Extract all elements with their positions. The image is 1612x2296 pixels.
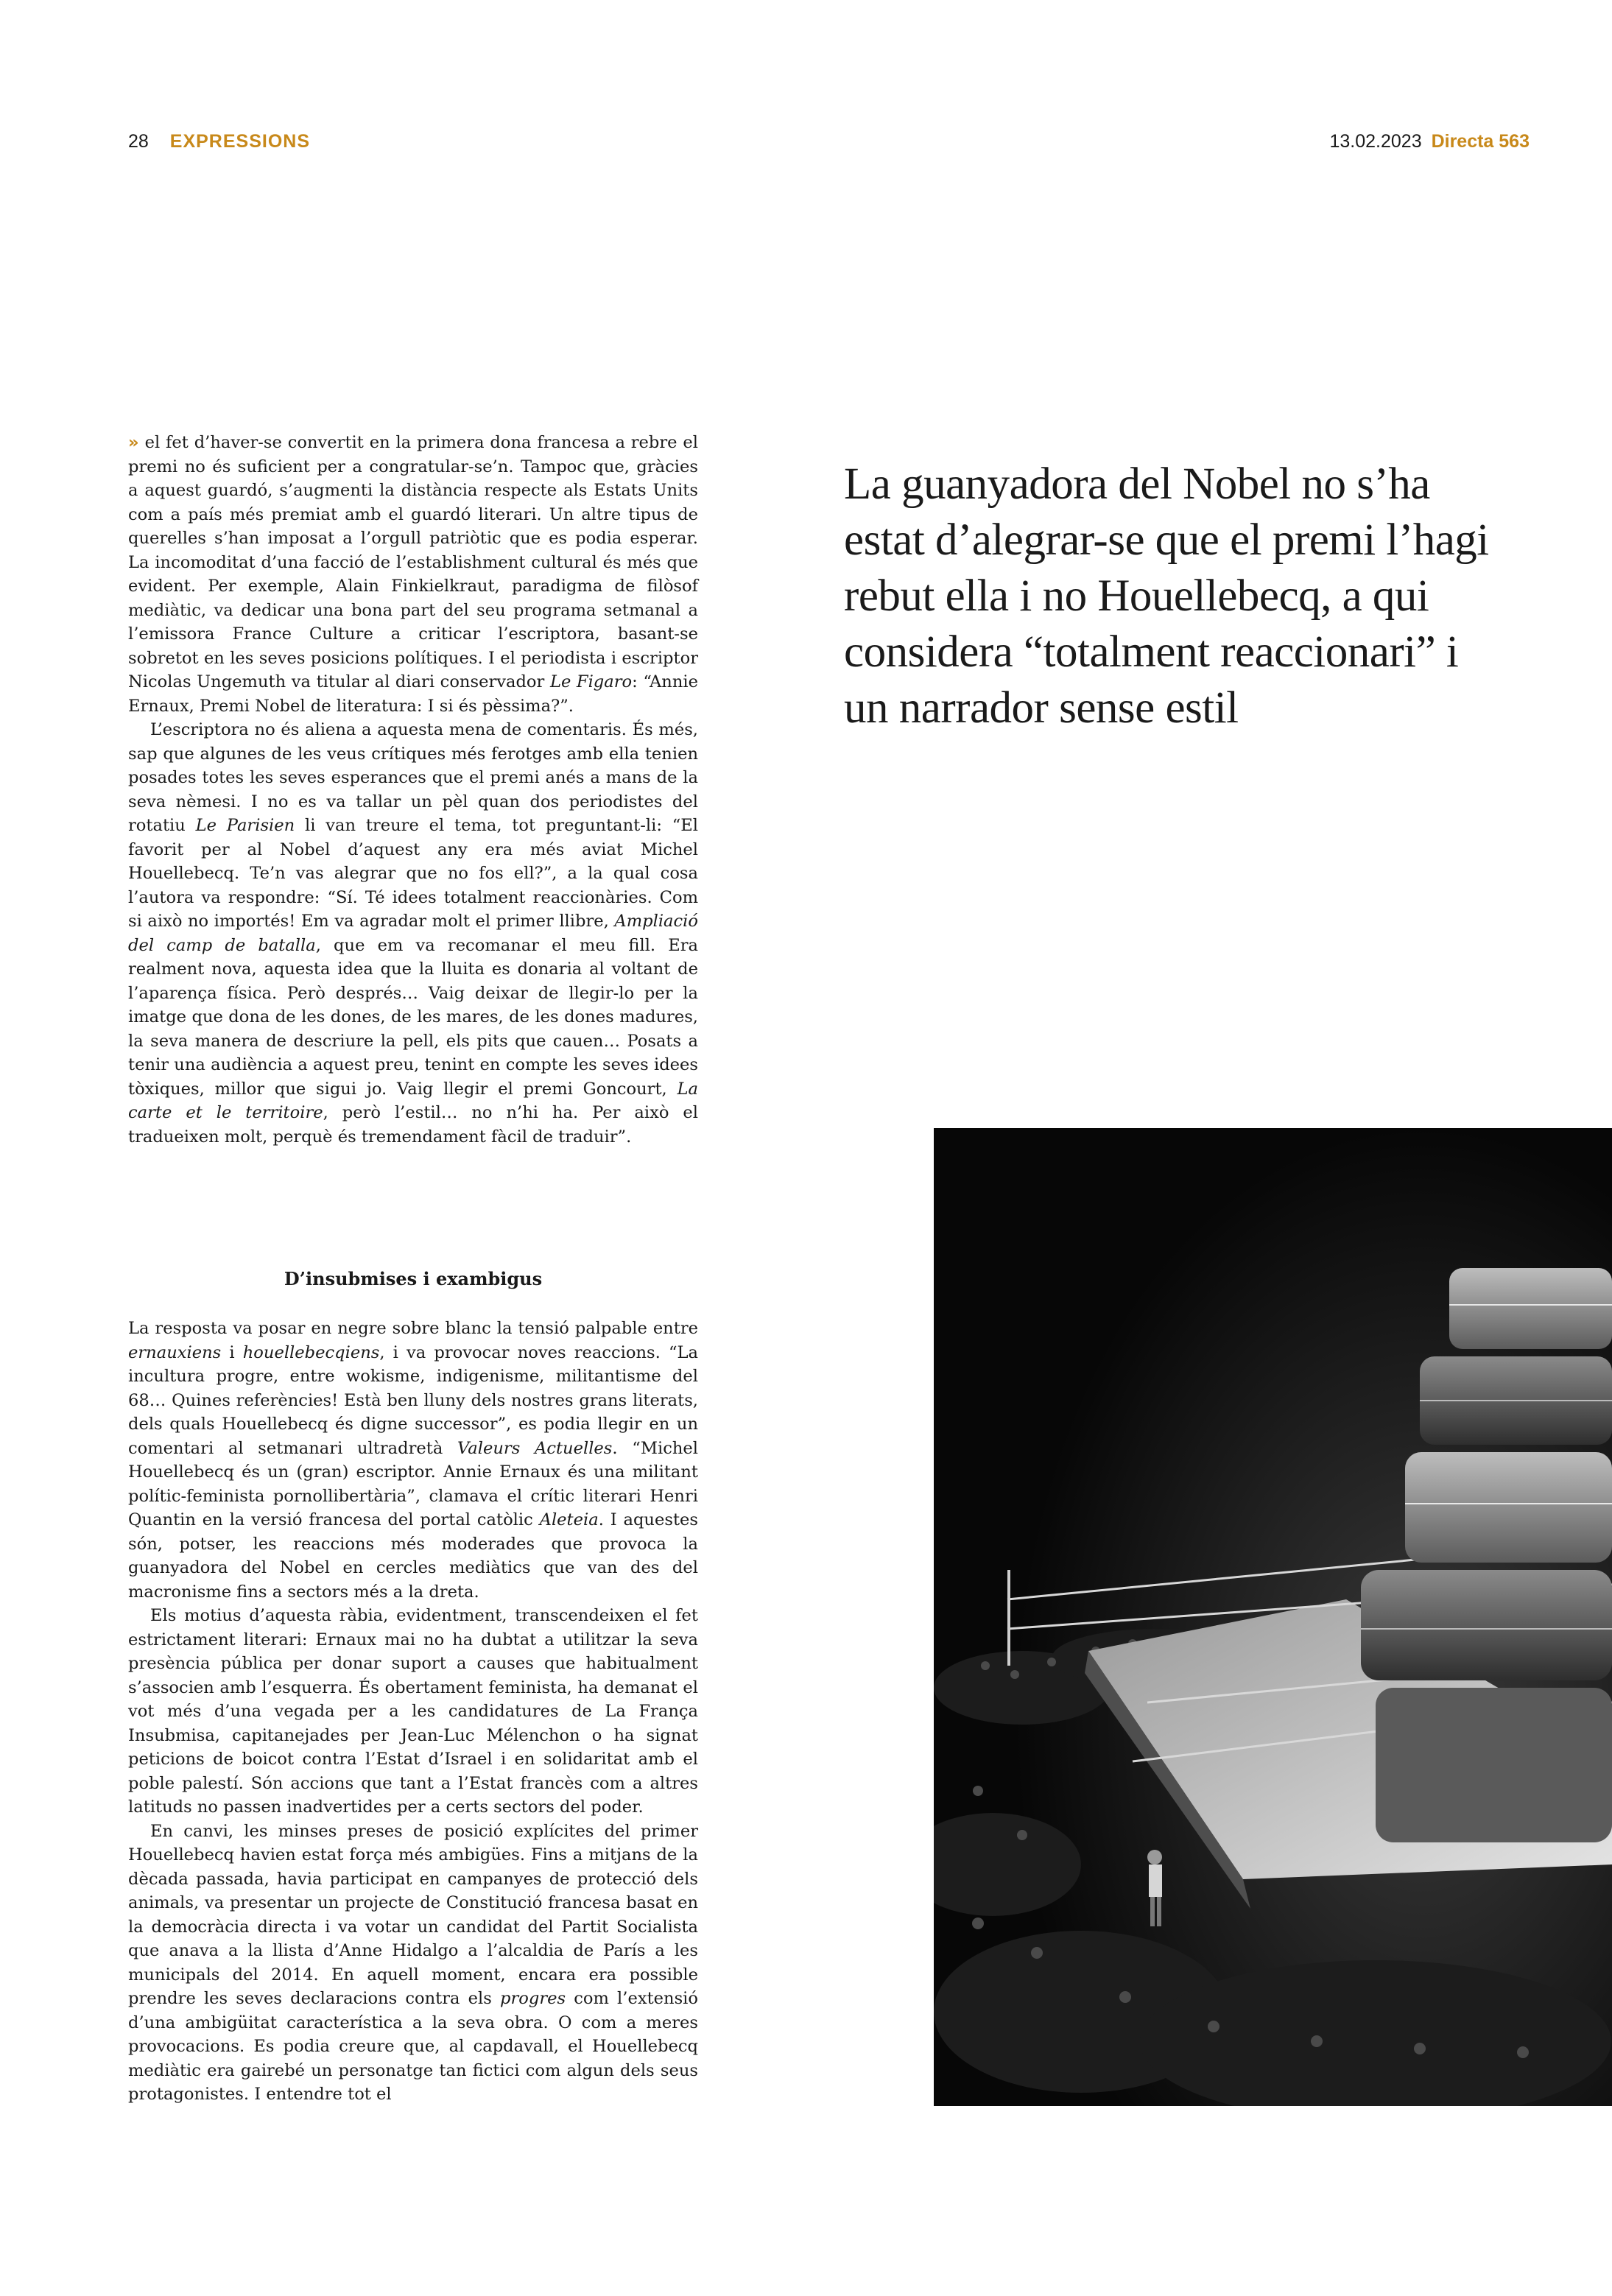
article-paragraph: [128, 1820, 698, 2107]
publication-name: Directa 563: [1431, 131, 1530, 152]
text-run: , que em va recomanar el meu fill. Era realment nova, aquesta idea que la lluita es donaria al voltant de l’aparença física. Però després… Vaig deixar de llegir-lo per la imatge que dona de les dones, de les mares, de les dones madures, la seva manera de descriure la pell, els pits que cauen… Posats a tenir una audiència a aquest preu, tenint en compte les seves idees tòxiques, millor que sigui jo. Vaig llegir el premi Goncourt,: [128, 935, 699, 1099]
article-paragraph: [128, 431, 698, 718]
text-run: La resposta va posar en negre sobre blanc la tensió palpable entre: [128, 1319, 698, 1338]
header-left: [128, 131, 310, 152]
text-run: . I aquestes són, potser, les reaccions més moderades que provoca la guanyadora del Nobel en cercles mediàtics que van des del macronisme fins a sectors més a la dreta.: [128, 1510, 698, 1602]
article-column-top: [128, 431, 698, 1149]
text-run: el fet d’haver-se convertit en la primera dona francesa a rebre el premi no és suficient per a congratular-se’n. Tampoc que, gràcies a aquest guardó, s’augmenti la distància respecte als Estats Units com a país més premiat amb el guardó literari. Un altre tipus de querelles s’han imposat a l’orgull patriòtic que es podia esperar. La incomoditat d’una facció de l’establishment cultural és més que evident. Per exemple, Alain Finkielkraut, paradigma de filòsof mediàtic, va dedicar una bona part del seu programa setmanal a l’emissora France Culture a criticar l’escriptora, basant-se sobretot en les seves posicions polítiques. I el periodista i escriptor Nicolas Ungemuth va titular al diari conservador: [128, 433, 698, 691]
ring-post: [1007, 1570, 1010, 1666]
article-paragraph: Els motius d’aquesta ràbia, evidentment, transcendeixen el fet estrictament literari: Ernaux mai no ha dubtat a utilitzar la seva presència pública per donar suport a causes que habitualment s’associen amb l’esquerra. És obertament feminista, ha demanat el vot més d’una vegada per a les candidatures de La França Insubmisa, capitanejades per Jean-Luc Mélenchon o ha signat peticions de boicot contra l’Estat d’Israel i en solidaritat amb el poble palestí. Són accions que tant a l’Estat francès com a altres latituds no passen inadvertides per a certs sectors del poder.: [128, 1606, 698, 1817]
article-paragraph: [128, 1317, 698, 1604]
italic-title: Valeurs Actuelles: [457, 1438, 613, 1458]
italic-title: Le Figaro: [549, 672, 633, 691]
italic-title: Le Parisien: [195, 816, 295, 835]
pull-quote: La guanyadora del Nobel no s’ha estat d’alegrar-se que el premi l’hagi rebut ella i no Houellebecq, a qui considera “totalment reaccionari” i un narrador sense estil: [844, 459, 1489, 733]
header-right: [1329, 131, 1530, 152]
continuation-marker: »: [128, 433, 139, 452]
section-label: EXPRESSIONS: [169, 131, 310, 152]
article-column-bottom: [128, 1317, 698, 2107]
text-run: : “Annie Ernaux, Premi Nobel de literatura: I si és pèssima?”.: [128, 672, 699, 716]
italic-title: Ampliació del camp de batalla: [128, 912, 698, 955]
page-header: [128, 131, 1530, 161]
text-run: L’escriptora no és aliena a aquesta mena de comentaris. És més, sap que algunes de les veus crítiques més ferotges amb ella tenien posades totes les seves esperances que el premi anés a mans de la seva nèmesi. I no es va tallar un pèl quan dos periodistes del rotatiu: [128, 720, 698, 835]
text-run: li van treure el tema, tot preguntant-li: “El favorit per al Nobel d’aquest any era més aviat Michel Houellebecq. Te’n vas alegrar que no fos ell?”, a la qual cosa l’autora va respondre: “Sí. Té idees totalment reaccionàries. Com si això no importés! Em va agradar molt el primer llibre,: [128, 816, 699, 931]
photo-collage-books-boxing-ring: [934, 1128, 1612, 2106]
text-run: , i va provocar noves reaccions. “La incultura progre, entre wokisme, indigenisme, militantisme del 68… Quines referències! Està ben lluny dels nostres grans literats, dels quals Houellebecq és digne successor”, es podia llegir en un comentari al setmanari ultradretà: [128, 1342, 699, 1458]
text-run: com l’extensió d’una ambigüitat característica a la seva obra. O com a meres provocacions. Es podia creure que, al capdavall, el Houellebecq mediàtic era gairebé un personatge tan fictici com algun dels seus protagonistes. I entendre tot el: [128, 1989, 698, 2104]
collage-image: [934, 1128, 1612, 2106]
italic-term: progres: [499, 1989, 566, 2008]
italic-term: ernauxiens: [128, 1342, 222, 1362]
page-number: 28: [128, 131, 149, 152]
article-paragraph: [128, 718, 698, 1149]
text-run: En canvi, les minses preses de posició explícites del primer Houellebecq havien estat força més ambigües. Fins a mitjans de la dècada passada, havia participat en campanyes de protecció dels animals, va presentar un projecte de Constitució francesa basat en la democràcia directa i va votar un candidat del Partit Socialista que anava a la llista d’Anne Hidalgo a l’alcaldia de París a les municipals del 2014. En aquell moment, encara era possible prendre les seves declaracions contra els: [128, 1821, 698, 2008]
article-subheading: D’insubmises i exambigus: [284, 1268, 543, 1289]
italic-title: Aleteia: [539, 1510, 599, 1529]
issue-date: 13.02.2023: [1329, 131, 1422, 152]
text-run: i: [221, 1342, 243, 1362]
italic-title: La carte et le territoire: [128, 1079, 698, 1122]
text-run: , però l’estil… no n’hi ha. Per això el tradueixen molt, perquè és tremendament fàcil de traduir”.: [128, 1103, 698, 1147]
italic-term: houellebecqiens: [242, 1342, 380, 1362]
text-run: . “Michel Houellebecq és un (gran) escriptor. Annie Ernaux és una militant polític-feminista pornollibertària”, clamava el crític literari Henri Quantin en la versió francesa del portal catòlic: [128, 1438, 698, 1529]
